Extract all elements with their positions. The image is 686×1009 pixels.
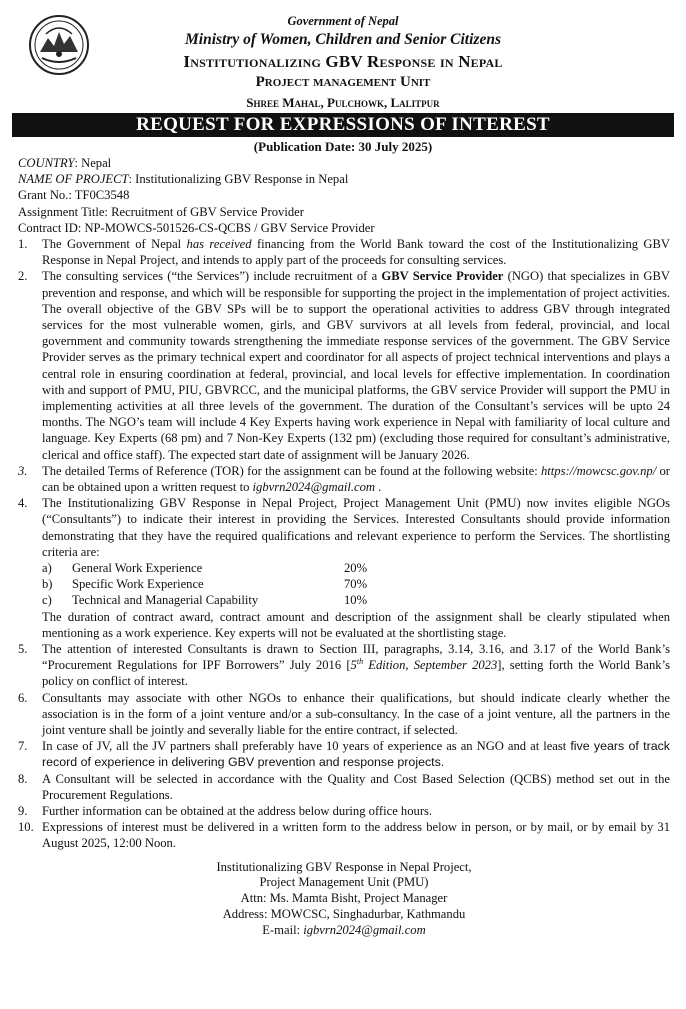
edition-reference: 5th Edition, September 2023 bbox=[350, 657, 498, 673]
clause-text: The consulting services (“the Services”) include recruitment of a bbox=[42, 269, 382, 284]
clause-4 bbox=[18, 495, 670, 641]
clause-text-italic: has received bbox=[186, 237, 252, 252]
criteria-weight: 10% bbox=[344, 593, 368, 608]
country-label: COUNTRY bbox=[18, 156, 75, 170]
country-line bbox=[18, 155, 670, 171]
clause-text: financing from the World Bank toward the cost of the Institutionalizing GBV Response in Nepal Project, and intends to apply part of the proceeds for consulting services. bbox=[42, 237, 670, 268]
clause-9 bbox=[18, 803, 670, 819]
email-label: E-mail: bbox=[262, 922, 304, 937]
clause-2 bbox=[18, 268, 670, 462]
clause-1 bbox=[18, 236, 670, 268]
email-line bbox=[18, 923, 670, 939]
project-heading: Institutionalizing GBV Response in Nepal bbox=[183, 52, 503, 71]
clause-number: 1. bbox=[18, 237, 28, 252]
address-line: Address: MOWCSC, Singhadurbar, Kathmandu bbox=[222, 907, 466, 922]
country-value: : Nepal bbox=[74, 156, 112, 170]
project-name-line bbox=[18, 171, 670, 187]
government-heading: Government of Nepal bbox=[287, 14, 399, 28]
criteria-row bbox=[42, 592, 670, 608]
clause-text: The Government of Nepal bbox=[42, 237, 187, 252]
criteria-letter: b) bbox=[42, 577, 53, 592]
clause-7 bbox=[18, 738, 670, 770]
clause-number: 5. bbox=[18, 642, 28, 657]
clause-number: 10. bbox=[18, 820, 34, 835]
clause-text: The attention of interested Consultants is drawn to Section III, paragraphs, 3.14, 3.16, and 3.17 of the World Bank’s “Procurement Regulations for IPF Borrowers” July 2016 [ bbox=[42, 642, 670, 673]
clause-number: 3. bbox=[18, 463, 28, 478]
clause-text: The detailed Terms of Reference (TOR) for the assignment can be found at the following website: bbox=[42, 463, 541, 478]
project-name-value: : Institutionalizing GBV Response in Nepal bbox=[128, 172, 349, 187]
criteria-letter: a) bbox=[42, 561, 52, 576]
clause-text-bold: GBV Service Provider bbox=[381, 269, 504, 284]
contact-email-link[interactable]: igbvrn2024@gmail.com bbox=[303, 922, 426, 937]
tor-website-link[interactable]: https://mowcsc.gov.np/ bbox=[541, 463, 657, 478]
clause-text: (NGO) that specializes in GBV prevention and response, and which will be responsible for supporting the project in the implementation of project activities. The overall objective of the GBV SPs will be to support the operational activities to address GBV through integrated services for the most vulnerable women, girls, and GBV survivors at all levels from federal, provincial, and local government and community towards strengthening the immediate response services of the government. The GBV Service Provider serves as the primary technical expert and coordinator for all aspects of project technical interventions and plays a central role in ensuring coordination at federal, provincial, and local levels for effective implementation. In coordination with and support of PMU, PIU, GBVRCC, and the municipal platforms, the GBV service Provider will support the PMU in implementing activities at all three levels of the government. The duration of the Consultant’s services will be upto 24 months. The NGO’s team will include 4 Key Experts having work experience in Nepal with familiarity of local culture and language. Key Experts (68 pm) and 7 Non-Key Experts (132 pm) (excluding those required for consultant’s administrative, clerical and office staff). The expected start date of assignment will be January 2026. bbox=[42, 269, 670, 462]
email-link[interactable]: igbvrn2024@gmail.com bbox=[252, 480, 376, 495]
clause-text: The Institutionalizing GBV Response in Nepal Project, Project Management Unit (PMU) now invites eligible NGOs (“Consultants”) to indicate their interest in providing the Services. Interested Consultants should provide information demonstrating that they have the required qualifications and relevant experience to perform the Services. The shortlisting criteria are: bbox=[42, 496, 670, 559]
clause-5 bbox=[18, 641, 670, 690]
criteria-row bbox=[42, 560, 670, 576]
clause-number: 4. bbox=[18, 496, 28, 511]
criteria-letter: c) bbox=[42, 593, 52, 608]
clause-text: Further information can be obtained at the address below during office hours. bbox=[42, 804, 433, 819]
clause-text: ], setting forth the World Bank’s policy on conflict of interest. bbox=[42, 658, 670, 689]
contract-id: Contract ID: NP-MOWCS-501526-CS-QCBS / GBV Service Provider bbox=[18, 220, 375, 235]
notice-title-banner: REQUEST FOR EXPRESSIONS OF INTEREST bbox=[12, 113, 674, 137]
clause-text: Consultants may associate with other NGOs to enhance their qualifications, but should indicate clearly whether the association is in the form of a joint venture and/or a sub-consultancy. In the case of a joint venture, all the partners in the joint venture shall be jointly and severally liable for the entire contract, if selected. bbox=[42, 690, 670, 738]
clause-number: 6. bbox=[18, 690, 28, 705]
clause-text: . bbox=[375, 480, 382, 495]
clause-text: The duration of contract award, contract amount and description of the assignment shall be clearly stipulated when mentioning as a work experience. Key experts will not be evaluated at the shortlisting stage. bbox=[42, 609, 670, 640]
address-line: Project Management Unit (PMU) bbox=[259, 875, 429, 890]
clause-text: or can be obtained upon a written request to bbox=[42, 463, 670, 495]
clause-number: 9. bbox=[18, 804, 28, 819]
clause-text: In case of JV, all the JV partners shall preferably have 10 years of experience as an NGO and at least bbox=[42, 739, 571, 754]
address-heading: Shree Mahal, Pulchowk, Lalitpur bbox=[246, 95, 440, 110]
clause-number: 2. bbox=[18, 269, 28, 284]
clause-10 bbox=[18, 819, 670, 851]
contact-address-block bbox=[18, 860, 670, 939]
assignment-title: Assignment Title: Recruitment of GBV Service Provider bbox=[18, 204, 304, 219]
notice-body bbox=[18, 155, 670, 939]
project-meta bbox=[18, 155, 670, 236]
clause-text: Expressions of interest must be delivered in a written form to the address below in person, or by mail, or by email by 31 August 2025, 12:00 Noon. bbox=[42, 820, 670, 851]
clause-number: 8. bbox=[18, 771, 28, 786]
clauses-list bbox=[18, 236, 670, 852]
clause-8 bbox=[18, 771, 670, 803]
clause-6 bbox=[18, 690, 670, 739]
publication-date: (Publication Date: 30 July 2025) bbox=[253, 139, 433, 154]
shortlisting-criteria bbox=[42, 560, 670, 609]
criteria-name: Technical and Managerial Capability bbox=[72, 593, 259, 608]
ministry-heading: Ministry of Women, Children and Senior Citizens bbox=[185, 31, 501, 48]
address-line: Institutionalizing GBV Response in Nepal Project, bbox=[216, 859, 472, 874]
clause-3 bbox=[18, 463, 670, 495]
clause-number: 7. bbox=[18, 739, 28, 754]
unit-heading: Project management Unit bbox=[255, 74, 431, 90]
criteria-name: General Work Experience bbox=[72, 561, 203, 576]
criteria-weight: 20% bbox=[344, 561, 368, 576]
criteria-row bbox=[42, 576, 670, 592]
project-name-label: NAME OF PROJECT bbox=[18, 172, 129, 187]
address-line: Attn: Ms. Mamta Bisht, Project Manager bbox=[240, 891, 448, 906]
clause-text: A Consultant will be selected in accordance with the Quality and Cost Based Selection (QCBS) method set out in the Procurement Regulations. bbox=[42, 771, 670, 802]
criteria-weight: 70% bbox=[344, 577, 368, 592]
clause-text-sans: five years of track record of experience in delivering GBV prevention and response projects. bbox=[42, 739, 671, 770]
criteria-name: Specific Work Experience bbox=[72, 577, 204, 592]
grant-number: Grant No.: TF0C3548 bbox=[18, 188, 130, 203]
